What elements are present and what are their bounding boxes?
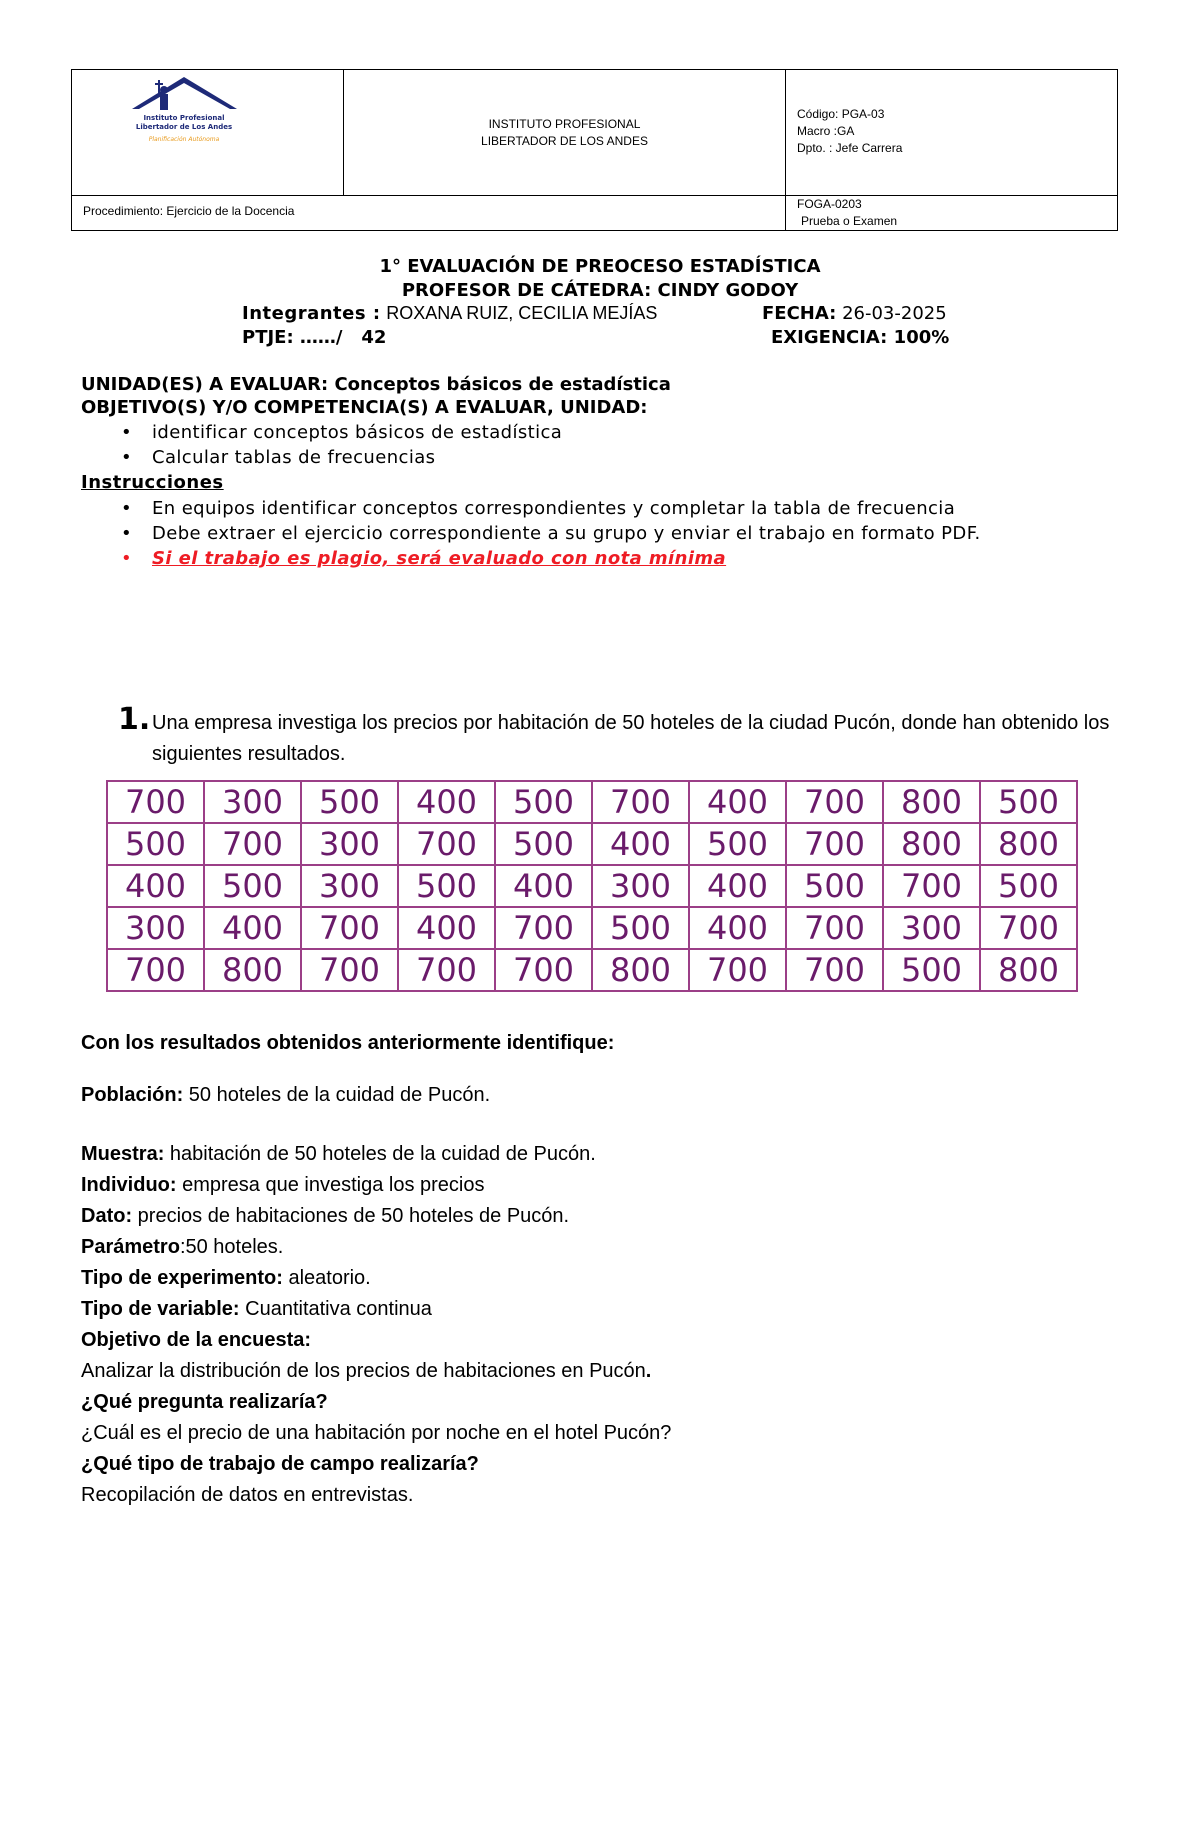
dato-answer: Dato: precios de habitaciones de 50 hoteles de Pucón. [81,1205,570,1227]
table-cell: 300 [301,865,398,907]
table-cell: 500 [495,781,592,823]
campo-label: ¿Qué tipo de trabajo de campo realizaría? [81,1453,479,1475]
table-cell: 700 [107,949,204,991]
requirement-line: EXIGENCIA: 100% [771,327,950,348]
table-cell: 700 [398,823,495,865]
table-cell: 500 [980,865,1077,907]
table-cell: 800 [980,823,1077,865]
list-item: • Calcular tablas de frecuencias [81,445,562,470]
answers-heading: Con los resultados obtenidos anteriormente identifique: [81,1032,615,1054]
table-cell: 400 [495,865,592,907]
table-cell: 400 [204,907,301,949]
table-cell: 700 [495,907,592,949]
list-item: • identificar conceptos básicos de estadística [81,420,562,445]
muestra-answer: Muestra: habitación de 50 hoteles de la cuidad de Pucón. [81,1143,596,1165]
svg-text:Planificación Autónoma: Planificación Autónoma [148,136,220,143]
table-cell: 800 [204,949,301,991]
table-cell: 800 [980,949,1077,991]
date-line: FECHA: 26-03-2025 [762,303,947,324]
table-cell: 400 [689,781,786,823]
variable-answer: Tipo de variable: Cuantitativa continua [81,1298,432,1320]
table-cell: 300 [107,907,204,949]
table-cell: 400 [398,907,495,949]
list-item: • En equipos identificar conceptos correspondientes y completar la tabla de frecuencia [81,496,981,521]
table-cell: 300 [883,907,980,949]
table-cell: 500 [883,949,980,991]
unit-label: UNIDAD(ES) A EVALUAR: Conceptos básicos de estadística [81,374,671,395]
table-cell: 500 [980,781,1077,823]
question-number: 1. [118,702,151,737]
objetivo-answer: Analizar la distribución de los precios de habitaciones en Pucón. [81,1360,652,1382]
table-cell: 400 [592,823,689,865]
table-cell: 500 [786,865,883,907]
procedure-label: Procedimiento: Ejercicio de la Docencia [83,204,295,218]
table-cell: 500 [398,865,495,907]
table-cell: 700 [883,865,980,907]
objective-label: OBJETIVO(S) Y/O COMPETENCIA(S) A EVALUAR, UNIDAD: [81,397,648,418]
campo-answer: Recopilación de datos en entrevistas. [81,1484,414,1506]
plagiarism-warning: • Si el trabajo es plagio, será evaluado con nota mínima [81,546,981,571]
table-cell: 800 [883,823,980,865]
svg-text:Instituto Profesional: Instituto Profesional [143,114,225,122]
table-cell: 500 [107,823,204,865]
table-cell: 500 [689,823,786,865]
table-cell: 400 [107,865,204,907]
price-table [106,780,1078,992]
institute-name: INSTITUTO PROFESIONAL LIBERTADOR DE LOS ANDES [481,117,648,148]
table-cell: 700 [786,781,883,823]
document-header [71,69,1118,231]
table-row [107,781,1077,823]
table-cell: 500 [301,781,398,823]
table-cell: 800 [883,781,980,823]
institute-logo [122,75,247,151]
document-code: Código: PGA-03 Macro :GA Dpto. : Jefe Carrera [797,107,903,155]
table-cell: 300 [592,865,689,907]
table-row [107,823,1077,865]
table-cell: 700 [786,949,883,991]
table-cell: 700 [786,907,883,949]
objetivo-label: Objetivo de la encuesta: [81,1329,312,1351]
pregunta-answer: ¿Cuál es el precio de una habitación por noche en el hotel Pucón? [81,1422,672,1444]
instructions-list [81,496,981,571]
table-cell: 700 [786,823,883,865]
table-cell: 500 [592,907,689,949]
table-cell: 700 [301,949,398,991]
score-line: PTJE: ……/ 42 [242,327,387,348]
table-cell: 700 [592,781,689,823]
experimento-answer: Tipo de experimento: aleatorio. [81,1267,371,1289]
table-row [107,907,1077,949]
table-cell: 400 [398,781,495,823]
instructions-heading: Instrucciones [81,472,224,493]
svg-text:Libertador de Los Andes: Libertador de Los Andes [135,123,233,131]
table-cell: 700 [301,907,398,949]
question-text: Una empresa investiga los precios por habitación de 50 hoteles de la ciudad Pucón, donde han obtenido los siguientes resultados. [152,712,1110,765]
parametro-answer: Parámetro:50 hoteles. [81,1236,284,1258]
poblacion-answer: Población: 50 hoteles de la cuidad de Pucón. [81,1084,491,1106]
professor-title: PROFESOR DE CÁTEDRA: CINDY GODOY [401,280,799,301]
table-cell: 700 [398,949,495,991]
table-cell: 300 [204,781,301,823]
table-row [107,949,1077,991]
table-cell: 400 [689,865,786,907]
table-cell: 700 [107,781,204,823]
table-row [107,865,1077,907]
objectives-list [81,420,562,470]
table-cell: 700 [204,823,301,865]
list-item: • Debe extraer el ejercicio correspondiente a su grupo y enviar el trabajo en formato PDF. [81,521,981,546]
evaluation-title: 1° EVALUACIÓN DE PREOCESO ESTADÍSTICA [379,256,821,277]
individuo-answer: Individuo: empresa que investiga los precios [81,1174,485,1196]
table-cell: 300 [301,823,398,865]
table-cell: 700 [495,949,592,991]
table-cell: 400 [689,907,786,949]
table-cell: 700 [689,949,786,991]
table-cell: 500 [495,823,592,865]
table-cell: 800 [592,949,689,991]
table-cell: 700 [980,907,1077,949]
pregunta-label: ¿Qué pregunta realizaría? [81,1391,328,1413]
table-cell: 500 [204,865,301,907]
members-line: Integrantes : ROXANA RUIZ, CECILIA MEJÍAS [242,303,658,324]
form-code: FOGA-0203 Prueba o Examen [797,197,898,228]
